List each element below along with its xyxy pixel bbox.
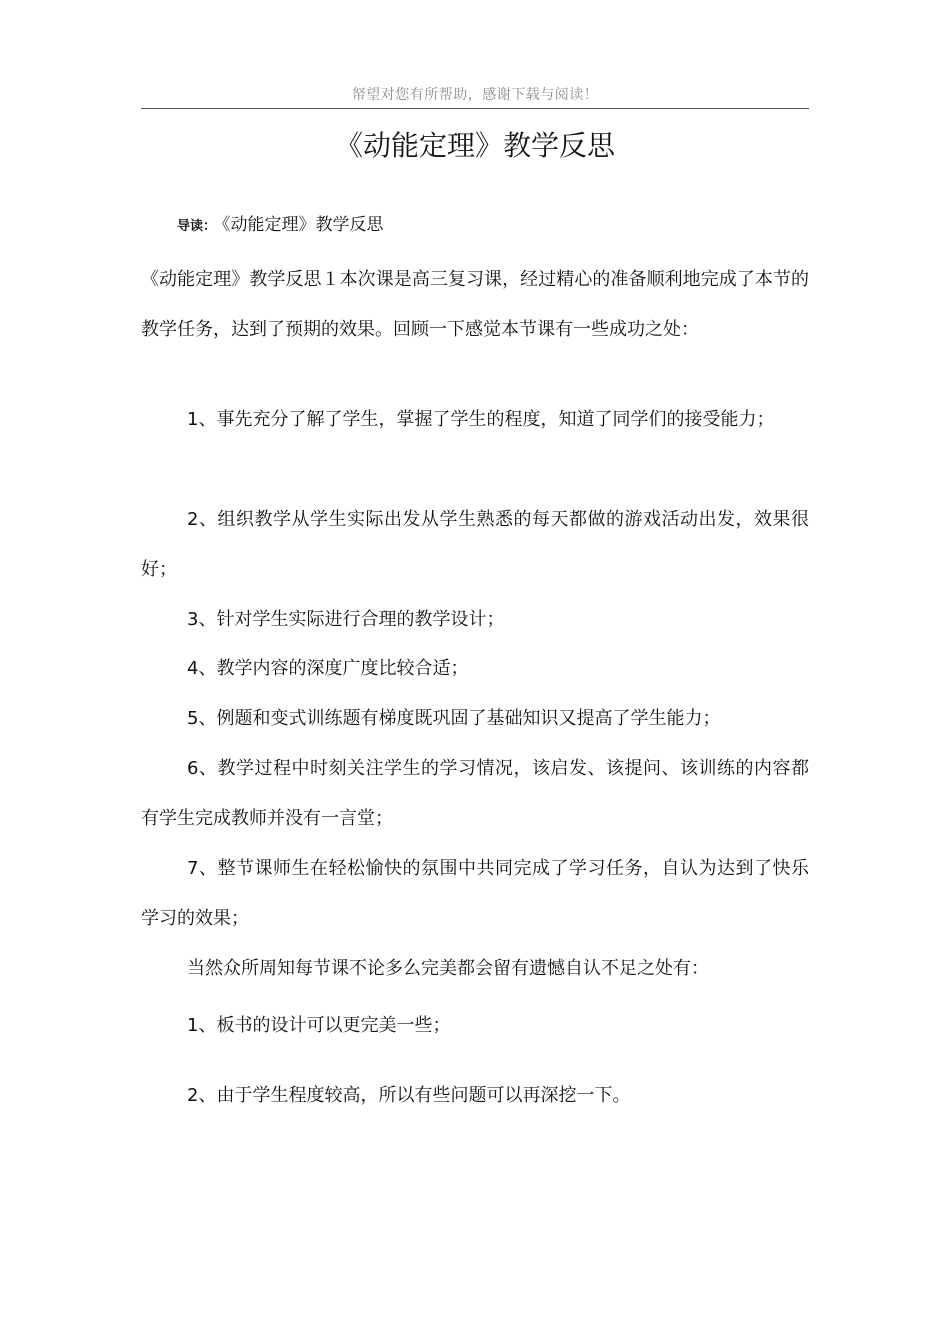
success-item-1: 1、事先充分了解了学生，掌握了学生的程度，知道了同学们的接受能力；	[187, 409, 775, 430]
success-item-4: 4、教学内容的深度广度比较合适；	[187, 658, 469, 679]
shortcomings-intro: 当然众所周知每节课不论多么完美都会留有遗憾自认不足之处有：	[187, 958, 709, 979]
lead-label: 导读：	[177, 219, 217, 234]
success-item-2: 2、组织教学从学生实际出发从学生熟悉的每天都做的游戏活动出发，效果很好；	[141, 509, 809, 580]
page-header-tagline: 帑望对您有所帮助，感谢下载与阅读！	[351, 87, 599, 103]
shortcoming-item-1: 1、板书的设计可以更完美一些；	[187, 1015, 451, 1036]
shortcoming-item-2: 2、由于学生程度较高，所以有些问题可以再深挖一下。	[187, 1085, 631, 1106]
document-title: 《动能定理》教学反思	[334, 129, 615, 162]
success-item-5: 5、例题和变式训练题有梯度既巩固了基础知识又提高了学生能力；	[187, 708, 721, 729]
success-item-7: 7、整节课师生在轻松愉快的氛围中共同完成了学习任务，自认为达到了快乐学习的效果；	[141, 858, 809, 929]
lead-text: 《动能定理》教学反思	[222, 215, 384, 235]
intro-paragraph: 《动能定理》教学反思１本次课是高三复习课，经过精心的准备顺利地完成了本节的教学任务，达到了预期的效果。回顾一下感觉本节课有一些成功之处：	[141, 269, 809, 340]
header-divider	[141, 108, 809, 109]
success-item-3: 3、针对学生实际进行合理的教学设计；	[187, 609, 505, 630]
lead-line	[177, 210, 384, 235]
success-item-6: 6、教学过程中时刻关注学生的学习情况，该启发、该提问、该训练的内容都有学生完成教师并没有一言堂；	[141, 758, 809, 829]
